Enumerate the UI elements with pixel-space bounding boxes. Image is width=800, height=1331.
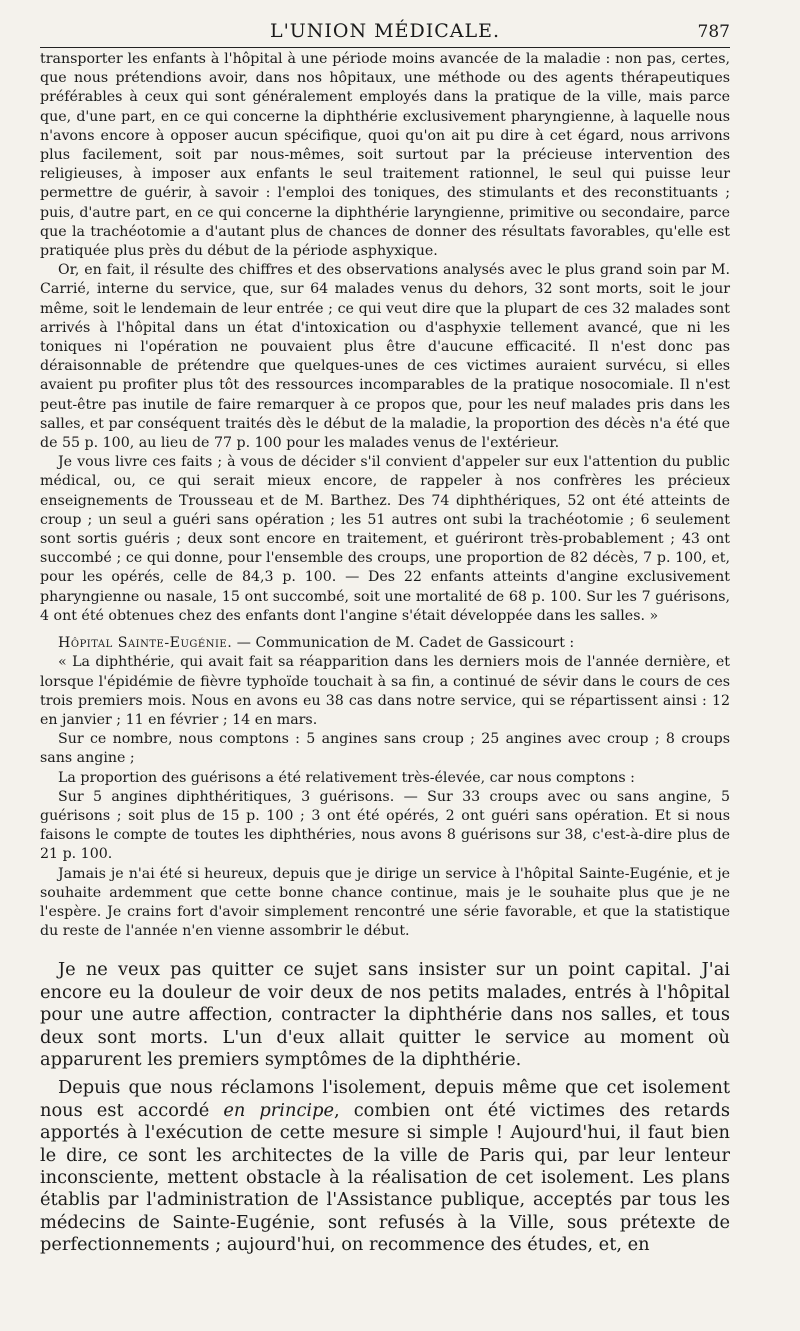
paragraph-hope: Jamais je n'ai été si heureux, depuis que je dirige un service à l'hôpital Sainte-Eugénie, et je souhaite ardemment que cette bonne chance continue, mais je le souhaite plus que je ne l'espère. Je crains fort d'avoir simplement rencontré une série favorable, et que la statistique du reste de l'année n'en vienne assombrir le début. [40, 865, 730, 940]
header-rule [40, 47, 730, 48]
paragraph-capital-point: Je ne veux pas quitter ce sujet sans insister sur un point capital. J'ai encore eu la douleur de voir deux de nos petits malades, entrés à l'hôpital pour une autre affection, contracter la diphthérie dans nos salles, et tous deux sont morts. L'un d'eux allait quitter le service au moment où apparurent les premiers symptômes de la diphthérie. [40, 959, 730, 1070]
paragraph-statistics: Or, en fait, il résulte des chiffres et des observations analysés avec le plus grand soin par M. Carrié, interne du service, que, sur 64 malades venus du dehors, 32 sont morts, soit le jour même, soit le lendemain de leur entrée ; ce qui veut dire que la plupart de ces 32 malades sont arrivés à l'hôpital dans un état d'intoxication ou d'asphyxie tellement avancé, que ni les toniques ni l'opération ne pouvaient plus être d'aucune efficacité. Il n'est donc pas déraisonnable de prétendre que quelques-unes de ces victimes auraient survécu, si elles avaient pu profiter plus tôt des ressources incomparables de la pratique nosocomiale. Il n'est peut-être pas inutile de faire remarquer à ce propos que, pour les neuf malades pris dans les salles, et par conséquent traités dès le début de la maladie, la proportion des décès n'a été que de 55 p. 100, au lieu de 77 p. 100 pour les malades venus de l'extérieur. [40, 262, 730, 452]
hospital-intro: — Communication de M. Cadet de Gassicourt : [232, 635, 575, 652]
page-header [40, 18, 730, 50]
paragraph-counts: Sur ce nombre, nous comptons : 5 angines sans croup ; 25 angines avec croup ; 8 croups sans angine ; [40, 731, 730, 767]
section-gap [40, 626, 730, 634]
paragraph-recoveries: Sur 5 angines diphthéritiques, 3 guérisons. — Sur 33 croups avec ou sans angine, 5 guérisons ; soit plus de 15 p. 100 ; 3 ont été opérés, 2 ont guéri sans opération. Et si nous faisons le compte de toutes les diphthéries, nous avons 8 guérisons sur 38, c'est-à-dire plus de 21 p. 100. [40, 788, 730, 863]
hospital-name: Hôpital Sainte-Eugénie. [58, 635, 233, 652]
paragraph-transport: transporter les enfants à l'hôpital à une période moins avancée de la maladie : non pas, certes, que nous prétendions avoir, dans nos hôpitaux, une méthode ou des agents thérapeutiques préférables à ceux qui sont généralement employés dans la pratique de la ville, mais parce que, d'une part, en ce qui concerne la diphthérie exclusivement pharyngienne, à laquelle nous n'avons encore à opposer aucun spécifique, quoi qu'on ait pu dire à cet égard, nous arrivons plus facilement, soit par nous-mêmes, soit surtout par la précieuse intervention des religieuses, à imposer aux enfants le seul traitement rationnel, le seul qui puisse leur permettre de guérir, à savoir : l'emploi des toniques, des stimulants et des reconstituants ; puis, d'autre part, en ce qui concerne la diphthérie laryngienne, primitive ou secondaire, parce que la trachéotomie a d'autant plus de chances de donner des résultats favorables, qu'elle est pratiquée plus près du début de la période asphyxique. [40, 51, 730, 260]
paragraph-proportion: La proportion des guérisons a été relativement très-élevée, car nous comptons : [58, 769, 635, 786]
main-text [40, 959, 730, 1256]
isolation-text-italic: en principe [223, 1099, 334, 1121]
running-head: L'UNION MÉDICALE. [269, 20, 501, 42]
report-text [40, 50, 730, 941]
paragraph-facts: Je vous livre ces faits ; à vous de décider s'il convient d'appeler sur eux l'attention du public médical, ou, ce qui serait mieux encore, de rappeler à nos confrères les précieux enseignements de Trousseau et de M. Barthez. Des 74 diphthériques, 52 ont été atteints de croup ; un seul a guéri sans opération ; les 51 autres ont subi la trachéotomie ; 6 seulement sont sortis guéris ; deux sont encore en traitement, et guériront très-probablement ; 43 ont succombé ; ce qui donne, pour l'ensemble des croups, une proportion de 82 décès, 7 p. 100, et, pour les opérés, celle de 84,3 p. 100. — Des 22 enfants atteints d'angine exclusivement pharyngienne ou nasale, 15 ont succombé, soit une mortalité de 68 p. 100. Sur les 7 guérisons, 4 ont été obtenues chez des enfants dont l'angine s'était développée dans les salles. » [40, 454, 730, 624]
journal-page [40, 18, 730, 1263]
isolation-text-end: , combien ont été victimes des retards apportés à l'exécution de cette mesure si simple ! Aujourd'hui, il faut bien le dire, ce sont les architectes de la ville de Paris qui, par leur lenteur inconsciente, mettent obstacle à la réalisation de cet isolement. Les plans établis par l'administration de l'Assistance publique, acceptés par tous les médecins de Sainte-Eugénie, sont refusés à la Ville, sous prétexte de perfectionnements ; aujourd'hui, on recommence des études, et, en [40, 1099, 730, 1256]
paragraph-epidemic: « La diphthérie, qui avait fait sa réapparition dans les derniers mois de l'année dernière, et lorsque l'épidémie de fièvre typhoïde touchait à sa fin, a continué de sévir dans le cours de ces trois premiers mois. Nous en avons eu 38 cas dans notre service, qui se répartissent ainsi : 12 en janvier ; 11 en février ; 14 en mars. [40, 654, 730, 728]
paragraph-isolation [40, 1077, 730, 1256]
page-number: 787 [697, 22, 730, 42]
isolation-text-start: Depuis que nous réclamons l'isolement, depuis même que cet isolement nous est accordé [40, 1077, 730, 1121]
hospital-heading [40, 634, 730, 653]
